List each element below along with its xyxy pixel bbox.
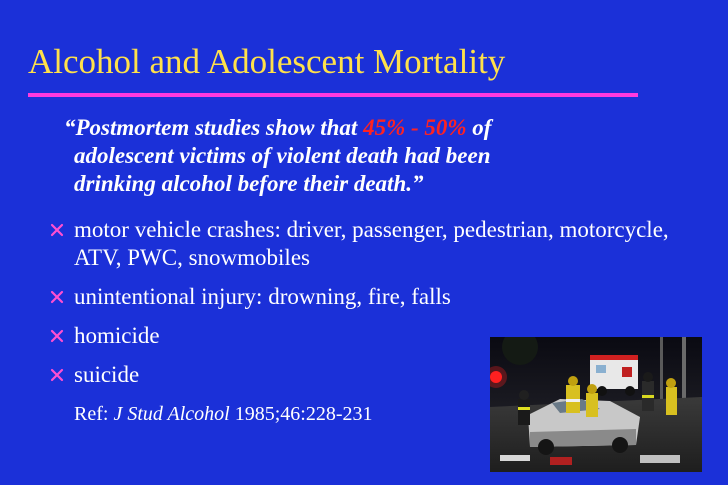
quote-line-2: adolescent victims of violent death had been bbox=[74, 143, 491, 168]
bullet-item bbox=[48, 283, 688, 311]
bullet-text: motor vehicle crashes: driver, passenger, pedestrian, motorcycle, ATV, PWC, snowmobiles bbox=[74, 217, 669, 270]
slide-title: Alcohol and Adolescent Mortality bbox=[28, 42, 506, 81]
x-bullet-icon bbox=[50, 290, 64, 304]
bullet-item bbox=[48, 216, 688, 272]
bullet-text: homicide bbox=[74, 323, 160, 348]
x-bullet-icon bbox=[50, 368, 64, 382]
reference-prefix: Ref: bbox=[74, 403, 114, 425]
reference-journal: J Stud Alcohol bbox=[113, 403, 230, 425]
crash-scene-illustration bbox=[490, 337, 702, 472]
reference-details: 1985;46:228-231 bbox=[229, 403, 373, 425]
bullet-text: suicide bbox=[74, 362, 140, 387]
quote-highlight-percent: 45% - 50% bbox=[363, 115, 467, 140]
quote-text-end: of bbox=[466, 115, 492, 140]
x-bullet-icon bbox=[50, 223, 64, 237]
title-underline bbox=[28, 93, 638, 97]
quote-line-3: drinking alcohol before their death.” bbox=[74, 171, 424, 196]
crash-scene-photo bbox=[490, 337, 702, 472]
reference-citation bbox=[74, 400, 373, 428]
quote-block bbox=[64, 114, 624, 198]
x-bullet-icon bbox=[50, 329, 64, 343]
quote-text-start: “Postmortem studies show that bbox=[64, 115, 364, 140]
responder-figure bbox=[518, 390, 530, 425]
bullet-text: unintentional injury: drowning, fire, falls bbox=[74, 284, 451, 309]
